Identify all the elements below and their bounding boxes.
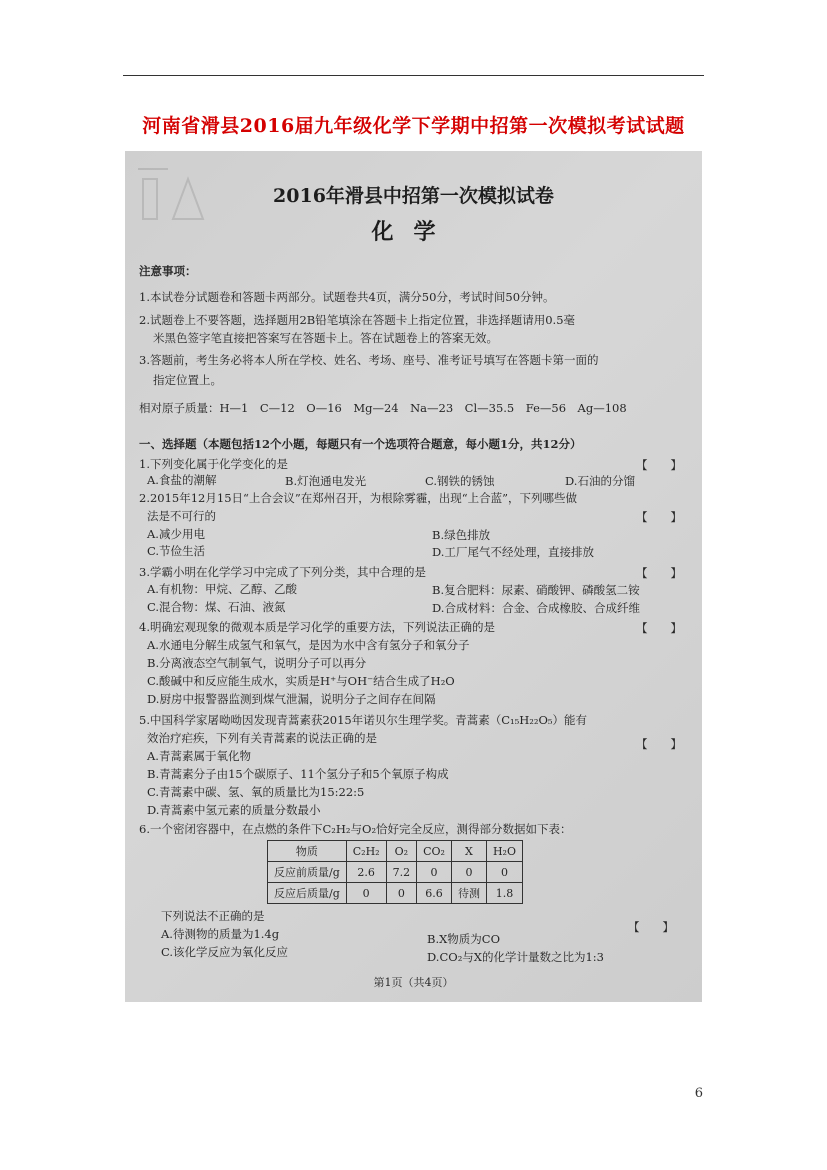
option-d: D.青蒿素中氢元素的质量分数最小 xyxy=(147,803,321,817)
table-row xyxy=(268,862,523,883)
option-b: B.复合肥料：尿素、硝酸钾、磷酸氢二铵 xyxy=(432,583,640,597)
question-stem-cont: 效治疗疟疾，下列有关青蒿素的说法正确的是 xyxy=(147,731,377,745)
table-cell: 7.2 xyxy=(386,862,417,883)
table-row xyxy=(268,883,523,904)
option-a: A.食盐的潮解 xyxy=(147,473,217,487)
table-cell: 6.6 xyxy=(417,883,452,904)
question-stem: 2.2015年12月15日“上合会议”在郑州召开，为根除雾霾，出现“上合蓝”，下列哪些做 xyxy=(139,491,578,505)
option-a: A.待测物的质量为1.4g xyxy=(161,927,280,941)
table-cell: 0 xyxy=(486,862,522,883)
page-number: 6 xyxy=(694,1086,703,1101)
option-c: C.青蒿素中碳、氢、氧的质量比为15:22:5 xyxy=(147,785,365,799)
option-b: B.X物质为CO xyxy=(427,932,501,946)
notice-item: 1.本试卷分试题卷和答题卡两部分。试题卷共4页，满分50分，考试时间50分钟。 xyxy=(139,290,555,304)
notice-item: 2.试题卷上不要答题，选择题用2B铅笔填涂在答题卡上指定位置，非选择题请用0.5毫 xyxy=(139,313,576,327)
header-rule xyxy=(123,75,704,76)
question-stem: 1.下列变化属于化学变化的是 xyxy=(139,457,288,471)
section-heading: 一、选择题（本题包括12个小题，每题只有一个选项符合题意，每小题1分，共12分） xyxy=(139,437,582,451)
table-cell: 2.6 xyxy=(346,862,386,883)
question-stem: 4.明确宏观现象的微观本质是学习化学的重要方法，下列说法正确的是 xyxy=(139,620,495,634)
option-d: D.合成材料：合金、合成橡胶、合成纤维 xyxy=(432,601,640,615)
notice-item: 指定位置上。 xyxy=(153,373,222,387)
question-stem: 3.学霸小明在化学学习中完成了下列分类，其中合理的是 xyxy=(139,565,426,579)
table-cell: 1.8 xyxy=(486,883,522,904)
table-header-cell: X xyxy=(451,841,486,862)
option-a: A.减少用电 xyxy=(147,527,205,541)
subject-title: 化学 xyxy=(371,219,456,245)
option-c: C.钢铁的锈蚀 xyxy=(425,474,495,488)
option-a: A.青蒿素属于氧化物 xyxy=(147,749,251,763)
answer-bracket: 【 】 xyxy=(636,737,682,751)
answer-bracket: 【 】 xyxy=(636,566,682,580)
answer-bracket: 【 】 xyxy=(628,920,674,934)
table-header-cell: CO₂ xyxy=(417,841,452,862)
table-cell: 反应前质量/g xyxy=(268,862,347,883)
notice-item: 3.答题前，考生务必将本人所在学校、姓名、考场、座号、准考证号填写在答题卡第一面的 xyxy=(139,353,599,367)
option-b: B.灯泡通电发光 xyxy=(285,474,367,488)
table-cell: 0 xyxy=(346,883,386,904)
page-footer: 第1页（共4页） xyxy=(373,976,454,989)
table-cell: 0 xyxy=(451,862,486,883)
table-cell: 待测 xyxy=(451,883,486,904)
option-d: D.石油的分馏 xyxy=(565,474,635,488)
question-stem-cont: 法是不可行的 xyxy=(147,509,216,523)
table-header-cell: 物质 xyxy=(268,841,347,862)
option-d: D.工厂尾气不经处理，直接排放 xyxy=(432,545,594,559)
table-header-row xyxy=(268,841,523,862)
data-table xyxy=(267,840,523,904)
table-header-cell: O₂ xyxy=(386,841,417,862)
question-stem: 5.中国科学家屠呦呦因发现青蒿素获2015年诺贝尔生理学奖。青蒿素（C₁₅H₂₂O₅）能有 xyxy=(139,713,588,727)
option-c: C.酸碱中和反应能生成水，实质是H⁺与OH⁻结合生成了H₂O xyxy=(147,674,455,688)
document-title: 河南省滑县2016届九年级化学下学期中招第一次模拟考试试题 xyxy=(142,115,685,137)
answer-bracket: 【 】 xyxy=(636,510,682,524)
option-c: C.该化学反应为氧化反应 xyxy=(161,945,289,959)
table-header-cell: H₂O xyxy=(486,841,522,862)
question-stem-cont: 下列说法不正确的是 xyxy=(161,909,265,923)
table-cell: 0 xyxy=(386,883,417,904)
atomic-mass-line: 相对原子质量：H—1 C—12 O—16 Mg—24 Na—23 Cl—35.5 Fe—56 Ag—108 xyxy=(139,401,627,415)
table-header-cell: C₂H₂ xyxy=(346,841,386,862)
option-b: B.青蒿素分子由15个碳原子、11个氢分子和5个氧原子构成 xyxy=(147,767,449,781)
option-b: B.分离液态空气制氧气，说明分子可以再分 xyxy=(147,656,367,670)
answer-bracket: 【 】 xyxy=(636,621,682,635)
option-a: A.水通电分解生成氢气和氧气，是因为水中含有氢分子和氧分子 xyxy=(147,638,470,652)
option-c: C.混合物：煤、石油、液氮 xyxy=(147,600,286,614)
question-stem: 6.一个密闭容器中，在点燃的条件下C₂H₂与O₂恰好完全反应，测得部分数据如下表： xyxy=(139,822,572,836)
option-d: D.厨房中报警器监测到煤气泄漏，说明分子之间存在间隔 xyxy=(147,692,436,706)
option-d: D.CO₂与X的化学计量数之比为1:3 xyxy=(427,950,604,964)
option-b: B.绿色排放 xyxy=(432,528,491,542)
option-a: A.有机物：甲烷、乙醇、乙酸 xyxy=(147,582,297,596)
notice-item: 米黑色签字笔直接把答案写在答题卡上。答在试题卷上的答案无效。 xyxy=(153,331,498,345)
table-cell: 0 xyxy=(417,862,452,883)
option-c: C.节俭生活 xyxy=(147,544,206,558)
exam-title: 2016年滑县中招第一次模拟试卷 xyxy=(273,185,554,207)
scanned-exam-page xyxy=(125,151,702,1002)
table-cell: 反应后质量/g xyxy=(268,883,347,904)
notice-heading: 注意事项： xyxy=(139,264,197,278)
answer-bracket: 【 】 xyxy=(636,458,682,472)
